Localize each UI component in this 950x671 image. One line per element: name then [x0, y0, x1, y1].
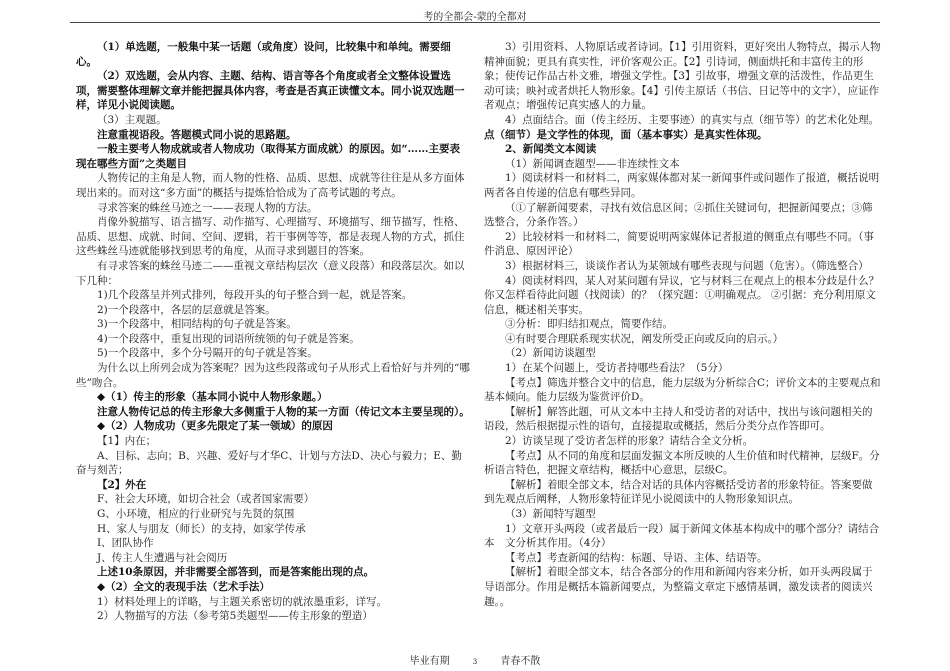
left-column: [76, 40, 470, 624]
right-paragraph: 3）引用资料、人物原话或者诗词。【1】引用资料，更好突出人物特点，揭示人物精神面貌；更具有真实性，评价客观公正。【2】引诗词，侧面烘托和丰富传主的形象；使传记作品古朴文雅，增强文学性。【3】引故事，增强文章的活泼性，作品更生动可读；映衬或者烘托人物形象。【4】引传主原话（书信、日记等中的文字），应证作者观点；增强传记真实感人的力量。: [484, 41, 881, 112]
left-paragraph: 有寻求答案的蛛丝马迹二——重视文章结构层次（意义段落）和段落层次。如以下几种：: [76, 259, 465, 287]
left-paragraph: 4)一个段落中，重复出现的词语所统领的句子就是答案。: [97, 332, 360, 345]
left-paragraph: （2）双选题，会从内容、主题、结构、语言等各个角度或者全文整体设置选项，需要整体理解文章并能把握具体内容，考查是否真正读懂文本。同小说双选题一样，详见小说阅读题。: [76, 70, 465, 112]
right-column: [484, 40, 882, 609]
left-paragraph: 【1】内在；: [97, 435, 157, 448]
right-paragraph: 点（细节）是文学性的体现，面（基本事实）是真实性体现。: [484, 128, 768, 141]
left-paragraph: A、目标、志向；B、兴趣、爱好与才华C、计划与方法D、决心与毅力；E、勤奋与刻苦；: [76, 449, 462, 477]
left-paragraph: 【2】外在: [97, 478, 147, 491]
left-paragraph: ◆（2）人物成功（更多先限定了某一领域）的原因: [97, 420, 333, 433]
left-paragraph: G、小环境，相应的行业研究与先贤的氛围: [97, 508, 295, 520]
left-paragraph: 3)一个段落中，相同结构的句子就是答案。: [97, 318, 297, 331]
right-paragraph: 【解析】解答此题，可从文本中主持人和受访者的对话中，找出与该问题相关的语段，然后根据提示性的语句，直接提取或概括，然后分类分点作答即可。: [484, 405, 873, 433]
right-paragraph: （①了解新闻要素，寻找有效信息区间；②抓住关键词句，把握新闻要点；③筛选整合，分条作答。）: [484, 201, 873, 229]
left-paragraph: （1）单选题，一般集中某一话题（或角度）设问，比较集中和单纯。需要细心。: [76, 41, 451, 68]
left-paragraph: H、家人与朋友（师长）的支持，如家学传承: [97, 522, 306, 535]
right-paragraph: 3）根据材料三，谈谈作者认为某领域有哪些表现与问题（危害）。（筛选整合）: [505, 259, 869, 272]
page-number: 3: [472, 657, 478, 666]
right-paragraph: 2）比较材料一和材料二，简要说明两家媒体记者报道的侧重点有哪些不同。（事件消息、原因评论）: [484, 230, 874, 258]
right-paragraph: ③分析：即归结扣观点，简要作结。: [505, 318, 673, 331]
left-paragraph: 1)几个段落呈并列式排列，每段开头的句子整合到一起，就是答案。: [97, 289, 413, 302]
left-paragraph: 为什么以上所列会成为答案呢？因为这些段落或句子从形式上看恰好与并列的“哪些”吻合。: [76, 362, 470, 389]
left-paragraph: 2)一个段落中，各层的层意就是答案。: [97, 303, 276, 316]
right-paragraph: 1）阅读材料一和材料二，两家媒体都对某一新闻事件或问题作了报道，概括说明两者各自传递的信息有哪些异同。: [484, 172, 880, 199]
right-paragraph: 【考点】筛选并整合文中的信息，能力层级为分析综合C；评价文本的主要观点和基本倾向。能力层级为鉴赏评价D。: [484, 376, 881, 404]
right-paragraph: ④有时要合理联系现实状况，阐发所受正向或反向的启示。）: [505, 332, 784, 345]
right-paragraph: （1）新闻调查题型——非连续性文本: [505, 157, 680, 170]
right-paragraph: （3）新闻特写题型: [505, 508, 596, 520]
left-paragraph: ◆（1）传主的形象（基本同小说中人物形象题。）: [97, 391, 328, 404]
footer-right-text: 青春不散: [500, 656, 541, 667]
left-paragraph: 人物传记的主角是人物，而人物的性格、品质、思想、成就等往往是从多方面体现出来的。而对这“多方面”的概括与提炼恰恰成为了高考试题的考点。: [76, 172, 465, 199]
left-paragraph: 注意人物传记总的传主形象大多侧重于人物的某一方面（传记文本主要呈现的）。: [97, 405, 470, 418]
right-paragraph: 4）点面结合。面（传主经历、主要事迹）的真实与点（细节等）的艺术化处理。: [505, 113, 880, 126]
right-paragraph: 1）在某个问题上，受访者持哪些看法？（5分）: [505, 362, 729, 375]
right-paragraph: 【考点】从不同的角度和层面发掘文本所反映的人生价值和时代精神，层级F。分析语言特色，把握文章结构，概括中心意思，层级C。: [484, 449, 880, 477]
page-header: 考的全都会-蒙的全都对: [423, 12, 527, 23]
page-footer: [0, 652, 950, 667]
left-paragraph: F、社会大环境，如切合社会（或者国家需要）: [97, 493, 315, 506]
right-paragraph: 4）阅读材料四，某人对某问题有异议，它与材料三在观点上的根本分歧是什么？你又怎样看待此问题（找阅读）的？（探究题：①明确观点。 ②引据：充分利用原文信息，概述相关事实。: [484, 274, 880, 316]
left-paragraph: I、团队协作: [97, 537, 154, 550]
right-paragraph: 【考点】考查新闻的结构：标题、导语、主体、结语等。: [505, 551, 768, 564]
right-paragraph: （2）新闻访谈题型: [505, 347, 596, 360]
left-paragraph: 一般主要考人物成就或者人物成功（取得某方面成就）的原因。如“……主要表现在哪些方面”之类题目: [76, 143, 461, 170]
left-paragraph: ◆（2）全文的表现手法（艺术手法）: [97, 580, 270, 593]
footer-left-text: 毕业有期: [409, 656, 450, 667]
left-paragraph: 注意重视语段。答题模式同小说的思路题。: [97, 128, 297, 141]
left-paragraph: 肖像外貌描写、语言描写、动作描写、心理描写、环境描写、细节描写，性格、品质、思想、成就、时间、空间、逻辑，若干事例等等，都是表现人物的方式，抓住这些蛛丝马迹就能够找到思考的角度，从而寻求到题目的答案。: [76, 216, 465, 258]
left-paragraph: 2）人物描写的方法（参考第5类题型——传主形象的塑造）: [97, 610, 373, 623]
right-paragraph: 1）文章开头两段（或者最后一段）属于新闻文体基本构成中的哪个部分？请结合本 文分析其作用。（4分）: [484, 522, 880, 550]
right-paragraph: 【解析】着眼全部文本，结合对话的具体内容概括受访者的形象特征。答案要做到先观点后阐释，人物形象特征详见小说阅读中的人物形象知识点。: [484, 478, 873, 506]
left-paragraph: （3）主观题。: [97, 113, 167, 126]
right-paragraph: 2、新闻类文本阅读: [505, 143, 597, 156]
left-paragraph: 上述10条原因，并非需要全部答到，而是答案能出现的点。: [97, 566, 375, 579]
right-paragraph: 【解析】着眼全部文本，结合各部分的作用和新闻内容来分析，如开头两段属于导语部分。作用是概括本篇新闻要点，为整篇文章定下感情基调，激发读者的阅读兴趣。。: [484, 566, 873, 608]
right-paragraph: 2）访谈呈现了受访者怎样的形象？请结合全文分析。: [505, 435, 754, 448]
left-paragraph: 5)一个段落中，多个分号隔开的句子就是答案。: [97, 347, 318, 360]
left-paragraph: 寻求答案的蛛丝马迹之一——表现人物的方法。: [97, 201, 318, 214]
left-paragraph: 1）材料处理上的详略，与主题关系密切的就浓墨重彩，详写。: [97, 595, 388, 608]
header-rule: [70, 22, 880, 23]
left-paragraph: J、传主人生遭遇与社会阅历: [97, 551, 228, 564]
